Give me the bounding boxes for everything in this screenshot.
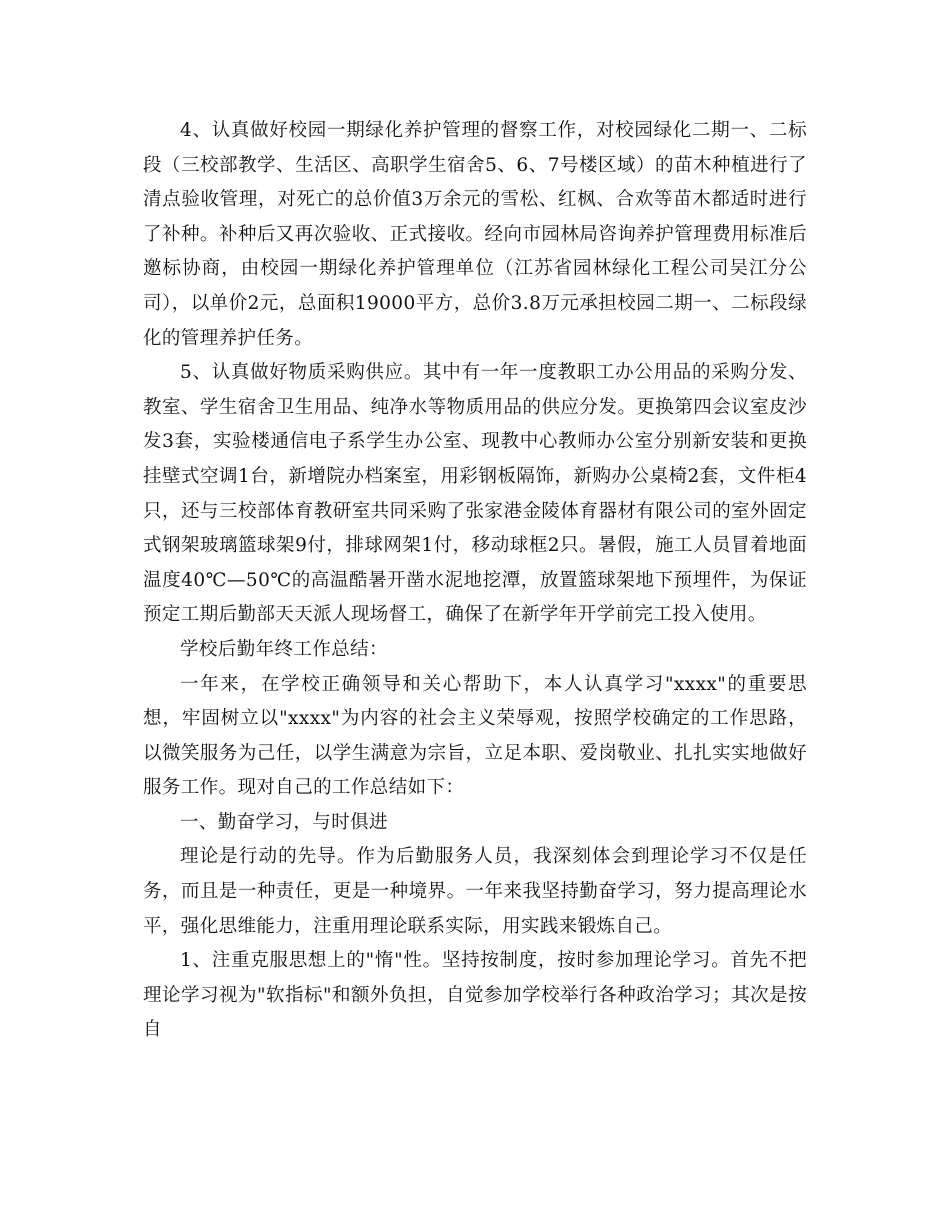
paragraph-greening-supervision: 4、认真做好校园一期绿化养护管理的督察工作，对校园绿化二期一、二标段（三校部教学、生活区、高职学生宿舍5、6、7号楼区域）的苗木种植进行了清点验收管理，对死亡的总价值3万余元的雪松、红枫、合欢等苗木都适时进行了补种。补种后又再次验收、正式接收。经向市园林局咨询养护管理费用标准后邀标协商，由校园一期绿化养护管理单位（江苏省园林绿化工程公司吴江分公司），以单价2元，总面积19000平方，总价3.8万元承担校园二期一、二标段绿化的管理养护任务。 [143, 120, 807, 349]
paragraph-material-procurement: 5、认真做好物质采购供应。其中有一年一度教职工办公用品的采购分发、教室、学生宿舍卫生用品、纯净水等物质用品的供应分发。更换第四会议室皮沙发3套，实验楼通信电子系学生办公室、现教中心教师办公室分别新安装和更换挂壁式空调1台，新增院办档案室，用彩钢板隔饰，新购办公桌椅2套，文件柜4只，还与三校部体育教研室共同采购了张家港金陵体育器材有限公司的室外固定式钢架玻璃篮球架9付，排球网架1付，移动球框2只。暑假，施工人员冒着地面温度40℃—50℃的高温酷暑开凿水泥地挖潭，放置篮球架地下预埋件，为保证预定工期后勤部天天派人现场督工，确保了在新学年开学前完工投入使用。 [143, 362, 807, 626]
section-heading-study: 一、勤奋学习，与时俱进 [180, 811, 388, 833]
paragraph-theory-study: 理论是行动的先导。作为后勤服务人员，我深刻体会到理论学习不仅是任务，而且是一种责任，更是一种境界。一年来我坚持勤奋学习，努力提高理论水平，强化思维能力，注重用理论联系实际，用实践来锻炼自己。 [143, 846, 807, 937]
document-body [143, 114, 807, 1048]
section-heading-year-end-summary: 学校后勤年终工作总结： [180, 638, 388, 660]
paragraph-overcome-laziness: 1、注重克服思想上的"惰"性。坚持按制度，按时参加理论学习。首先不把理论学习视为"软指标"和额外负担，自觉参加学校举行各种政治学习；其次是按自 [143, 950, 807, 1041]
paragraph-introduction: 一年来，在学校正确领导和关心帮助下，本人认真学习"xxxx"的重要思想，牢固树立以"xxxx"为内容的社会主义荣辱观，按照学校确定的工作思路，以微笑服务为己任，以学生满意为宗旨，立足本职、爱岗敬业、扎扎实实地做好服务工作。现对自己的工作总结如下： [143, 673, 807, 799]
